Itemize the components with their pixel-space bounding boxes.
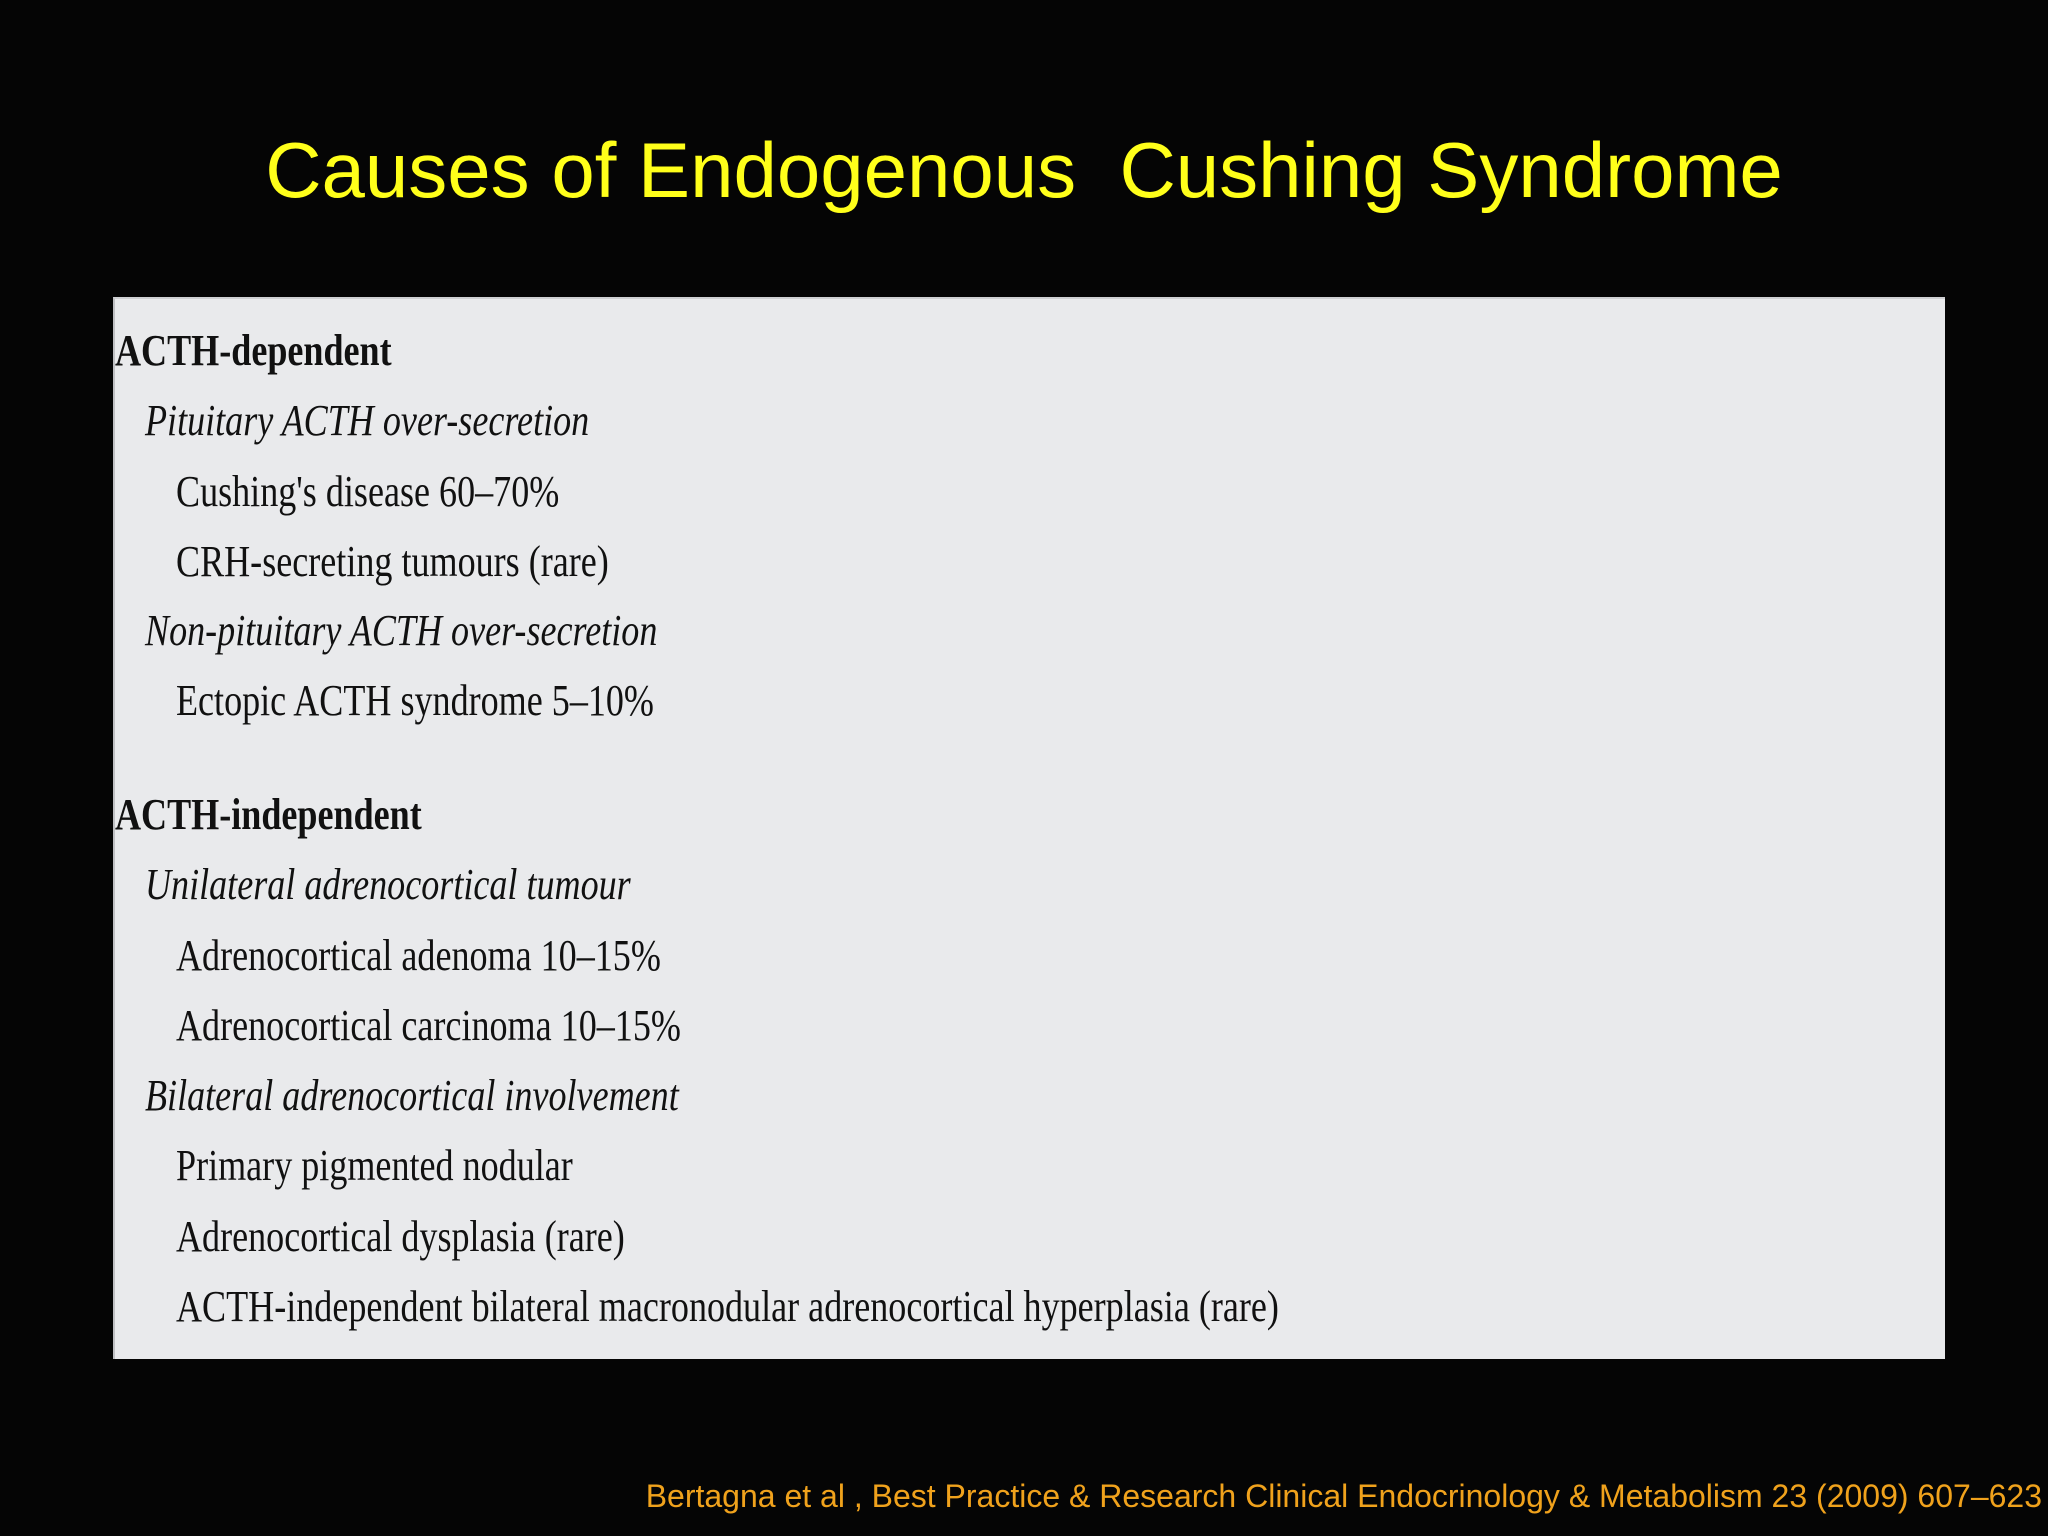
citation: Bertagna et al , Best Practice & Research Clinical Endocrinology & Metabolism 23 (2009) 607–623 xyxy=(645,1478,2042,1514)
slide-title: Causes of Endogenous Cushing Syndrome xyxy=(265,126,1783,214)
table-row-item: Ectopic ACTH syndrome 5–10% xyxy=(176,676,654,725)
table-row-category: Unilateral adrenocortical tumour xyxy=(145,860,631,909)
table-row-heading: ACTH-dependent xyxy=(115,326,392,375)
table-row-item: CRH-secreting tumours (rare) xyxy=(176,537,609,586)
table-row-item: Primary pigmented nodular xyxy=(176,1141,573,1190)
table-row-item: Adrenocortical dysplasia (rare) xyxy=(176,1212,625,1261)
table-row-item: Cushing's disease 60–70% xyxy=(176,467,560,516)
table-row-category: Bilateral adrenocortical involvement xyxy=(145,1071,679,1120)
table-row-item: ACTH-independent bilateral macronodular adrenocortical hyperplasia (rare) xyxy=(176,1282,1279,1331)
table-row-item: Adrenocortical adenoma 10–15% xyxy=(176,931,661,980)
causes-table xyxy=(113,297,1945,1359)
table-row-heading: ACTH-independent xyxy=(115,790,422,839)
table-row-category: Pituitary ACTH over-secretion xyxy=(145,396,590,445)
table-row-item: Adrenocortical carcinoma 10–15% xyxy=(176,1001,681,1050)
table-row-category: Non-pituitary ACTH over-secretion xyxy=(145,606,658,655)
